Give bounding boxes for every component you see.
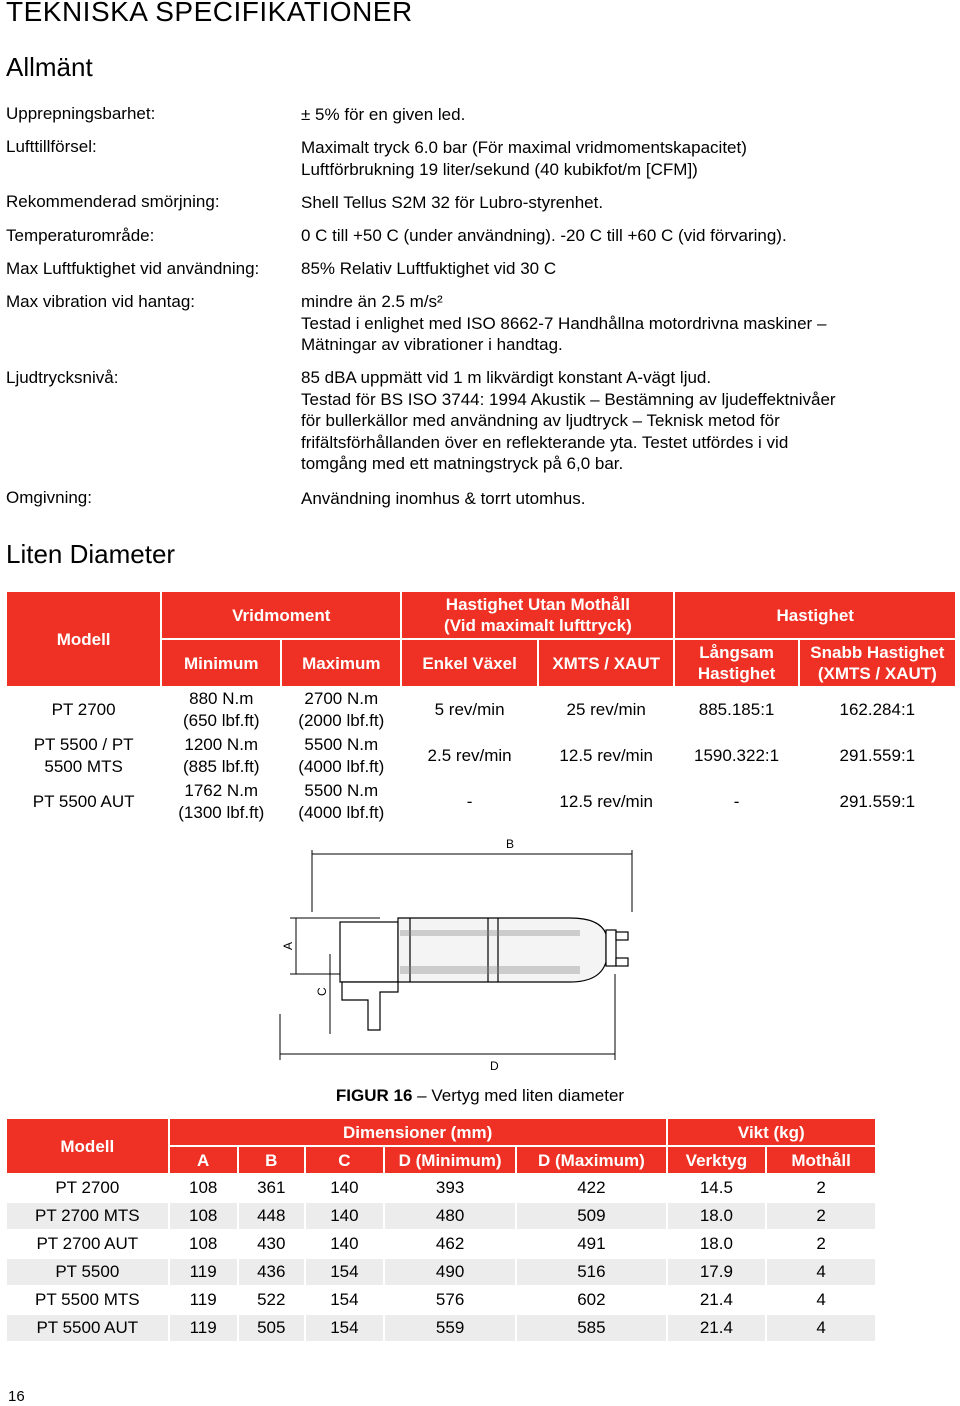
cell-reaction: 2 (767, 1175, 875, 1201)
cell-d-min: 576 (385, 1287, 515, 1313)
header-reaction: Mothåll (767, 1147, 875, 1173)
cell-max-torque: 2700 N.m (2000 lbf.ft) (282, 688, 400, 732)
spec-label: Max vibration vid hantag: (6, 292, 195, 311)
spec-label: Temperaturområde: (6, 226, 155, 245)
cell-d-max: 516 (517, 1259, 665, 1285)
cell-model: PT 5500 MTS (7, 1287, 168, 1313)
cell-model: PT 2700 MTS (7, 1203, 168, 1229)
cell-d-max: 585 (517, 1315, 665, 1341)
cell-c: 154 (306, 1315, 383, 1341)
cell-reaction: 4 (767, 1259, 875, 1285)
cell-single-gear: - (402, 780, 537, 824)
cell-fast: 162.284:1 (800, 688, 955, 732)
cell-model: PT 5500 AUT (7, 780, 160, 824)
spec-line: Maximalt tryck 6.0 bar (För maximal vridmomentskapacitet) (301, 138, 747, 157)
header-fast-line: Snabb Hastighet (810, 643, 945, 662)
dim-label-b: B (506, 837, 515, 851)
spec-value (301, 104, 465, 126)
header-maximum: Maximum (282, 640, 400, 686)
header-a: A (170, 1147, 237, 1173)
dimensions-table (5, 1117, 877, 1343)
header-free-speed (402, 592, 673, 638)
cell-model: PT 5500 AUT (7, 1315, 168, 1341)
cell-fast: 291.559:1 (800, 734, 955, 778)
cell-reaction: 4 (767, 1287, 875, 1313)
cell-b: 522 (239, 1287, 304, 1313)
spec-line: Användning inomhus & torrt utomhus. (301, 489, 586, 508)
cell-single-gear: 5 rev/min (402, 688, 537, 732)
spec-label: Max Luftfuktighet vid användning: (6, 259, 260, 278)
header-xmts: XMTS / XAUT (539, 640, 674, 686)
dim-label-d: D (490, 1059, 499, 1073)
cell-fast: 291.559:1 (800, 780, 955, 824)
cell-reaction: 2 (767, 1203, 875, 1229)
cell-d-max: 509 (517, 1203, 665, 1229)
header-tool: Verktyg (668, 1147, 766, 1173)
spec-line: 85% Relativ Luftfuktighet vid 30 C (301, 259, 557, 278)
cell-b: 361 (239, 1175, 304, 1201)
header-free-speed-line: Hastighet Utan Mothåll (445, 595, 630, 614)
cell-tool: 14.5 (668, 1175, 766, 1201)
spec-line: Mätningar av vibrationer i handtag. (301, 335, 563, 354)
spec-value (301, 225, 787, 247)
cell-a: 108 (170, 1231, 237, 1257)
spec-value (301, 137, 747, 180)
cell-a: 119 (170, 1259, 237, 1285)
header-minimum: Minimum (162, 640, 280, 686)
cell-d-min: 393 (385, 1175, 515, 1201)
header-model: Modell (7, 1119, 168, 1173)
cell-a: 119 (170, 1315, 237, 1341)
cell-slow: 1590.322:1 (675, 734, 797, 778)
cell-min-torque: 1762 N.m (1300 lbf.ft) (162, 780, 280, 824)
spec-value (301, 367, 836, 475)
spec-label: Rekommenderad smörjning: (6, 192, 220, 211)
cell-xmts: 25 rev/min (539, 688, 674, 732)
section-heading-general: Allmänt (6, 52, 93, 82)
table-row (7, 1203, 875, 1229)
spec-label: Lufttillförsel: (6, 137, 97, 156)
header-single-gear: Enkel Växel (402, 640, 537, 686)
figure-caption (0, 1086, 960, 1106)
cell-model: PT 2700 (7, 688, 160, 732)
speed-torque-table (5, 590, 957, 826)
cell-model: PT 2700 AUT (7, 1231, 168, 1257)
table-row (7, 780, 955, 824)
cell-tool: 21.4 (668, 1315, 766, 1341)
spec-value (301, 258, 556, 280)
spec-value (301, 192, 603, 214)
cell-d-max: 422 (517, 1175, 665, 1201)
table-row (7, 1175, 875, 1201)
header-speed: Hastighet (675, 592, 955, 638)
cell-d-min: 559 (385, 1315, 515, 1341)
cell-a: 119 (170, 1287, 237, 1313)
cell-tool: 18.0 (668, 1231, 766, 1257)
cell-min-torque: 880 N.m (650 lbf.ft) (162, 688, 280, 732)
cell-d-min: 462 (385, 1231, 515, 1257)
cell-model: PT 5500 (7, 1259, 168, 1285)
cell-b: 448 (239, 1203, 304, 1229)
table-row (7, 1259, 875, 1285)
cell-max-torque: 5500 N.m (4000 lbf.ft) (282, 734, 400, 778)
spec-line: tomgång med ett matningstryck på 6,0 bar. (301, 454, 624, 473)
cell-tool: 21.4 (668, 1287, 766, 1313)
cell-c: 154 (306, 1287, 383, 1313)
header-torque: Vridmoment (162, 592, 400, 638)
table-row (7, 688, 955, 732)
spec-line: Shell Tellus S2M 32 för Lubro-styrenhet. (301, 193, 604, 212)
header-fast-line: (XMTS / XAUT) (817, 664, 937, 683)
header-b: B (239, 1147, 304, 1173)
header-model: Modell (7, 592, 160, 686)
spec-line: Luftförbrukning 19 liter/sekund (40 kubikfot/m [CFM]) (301, 159, 698, 179)
cell-tool: 17.9 (668, 1259, 766, 1285)
header-dimensions: Dimensioner (mm) (170, 1119, 666, 1145)
spec-value (301, 291, 826, 356)
cell-xmts: 12.5 rev/min (539, 734, 674, 778)
cell-d-min: 480 (385, 1203, 515, 1229)
figure-caption-text: – Vertyg med liten diameter (417, 1086, 625, 1105)
spec-line: Testad i enlighet med ISO 8662-7 Handhållna motordrivna maskiner – (301, 313, 827, 333)
cell-b: 505 (239, 1315, 304, 1341)
cell-d-max: 491 (517, 1231, 665, 1257)
header-free-speed-line: (Vid maximalt lufttryck) (444, 616, 632, 635)
dim-label-c: C (315, 987, 329, 996)
cell-min-torque: 1200 N.m (885 lbf.ft) (162, 734, 280, 778)
spec-line: ± 5% för en given led. (301, 105, 466, 124)
cell-model: PT 2700 (7, 1175, 168, 1201)
spec-label: Ljudtrycksnivå: (6, 368, 119, 387)
cell-slow: - (675, 780, 797, 824)
cell-b: 436 (239, 1259, 304, 1285)
table-row (7, 1315, 875, 1341)
spec-line: Testad för BS ISO 3744: 1994 Akustik – Bestämning av ljudeffektnivåer (301, 389, 836, 409)
dim-label-a: A (281, 941, 295, 950)
cell-c: 154 (306, 1259, 383, 1285)
cell-xmts: 12.5 rev/min (539, 780, 674, 824)
cell-tool: 18.0 (668, 1203, 766, 1229)
spec-line: mindre än 2.5 m/s² (301, 292, 443, 311)
page-title: TEKNISKA SPECIFIKATIONER (6, 0, 413, 27)
table-row (7, 1231, 875, 1257)
spec-label: Omgivning: (6, 488, 92, 507)
cell-reaction: 4 (767, 1315, 875, 1341)
page-number: 16 (8, 1388, 25, 1405)
spec-line: för bullerkällor med användning av ljudtryck – Teknisk metod för (301, 411, 780, 430)
tool-drawing (270, 834, 690, 1080)
cell-b: 430 (239, 1231, 304, 1257)
spec-line: 85 dBA uppmätt vid 1 m likvärdigt konstant A-vägt ljud. (301, 368, 712, 387)
header-slow-line: Långsam (699, 643, 774, 662)
cell-c: 140 (306, 1203, 383, 1229)
header-slow-line: Hastighet (697, 664, 776, 683)
cell-model: PT 5500 / PT 5500 MTS (7, 734, 160, 778)
spec-value (301, 488, 585, 510)
cell-slow: 885.185:1 (675, 688, 797, 732)
header-fast-speed (800, 640, 955, 686)
header-slow-speed (675, 640, 797, 686)
section-heading-small-diameter: Liten Diameter (6, 539, 176, 569)
header-d-min: D (Minimum) (385, 1147, 515, 1173)
spec-label: Upprepningsbarhet: (6, 104, 156, 123)
cell-single-gear: 2.5 rev/min (402, 734, 537, 778)
cell-c: 140 (306, 1175, 383, 1201)
spec-line: frifältsförhållanden över en reflekterande yta. Testet utfördes i vid (301, 432, 789, 452)
table-row (7, 1287, 875, 1313)
cell-a: 108 (170, 1175, 237, 1201)
cell-a: 108 (170, 1203, 237, 1229)
cell-c: 140 (306, 1231, 383, 1257)
figure-caption-number: FIGUR 16 (335, 1086, 413, 1105)
cell-max-torque: 5500 N.m (4000 lbf.ft) (282, 780, 400, 824)
cell-d-min: 490 (385, 1259, 515, 1285)
header-c: C (306, 1147, 383, 1173)
table-row (7, 734, 955, 778)
header-d-max: D (Maximum) (517, 1147, 665, 1173)
cell-d-max: 602 (517, 1287, 665, 1313)
spec-line: 0 C till +50 C (under användning). -20 C till +60 C (vid förvaring). (301, 226, 787, 245)
cell-reaction: 2 (767, 1231, 875, 1257)
header-weight: Vikt (kg) (668, 1119, 875, 1145)
